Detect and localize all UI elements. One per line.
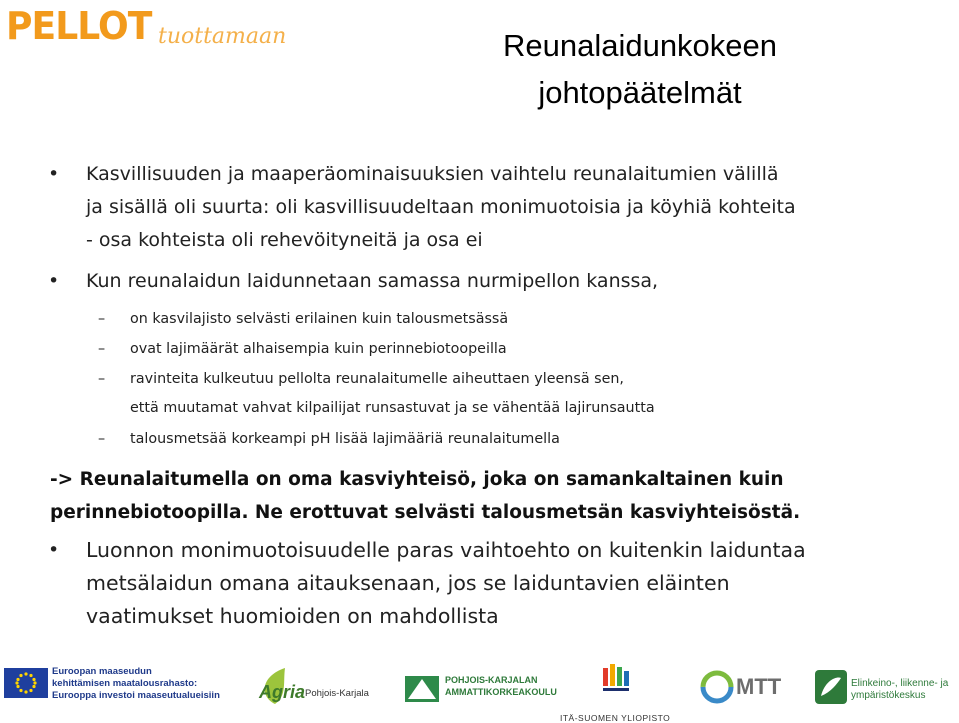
eu-text-line: kehittämisen maatalousrahasto: [52, 678, 198, 689]
title-line-1: Reunalaidunkokeen [502, 28, 778, 63]
eu-flag-icon [4, 668, 48, 698]
ely-text [851, 678, 948, 702]
bullet-variation [48, 158, 928, 257]
eu-text-line: Euroopan maaseudun [52, 666, 152, 677]
agria-region: Pohjois-Karjala [305, 688, 369, 699]
pkamk-line: AMMATTIKORKEAKOULU [445, 687, 557, 697]
bullet-line: Luonnon monimuotoisuudelle paras vaihtoehto on kuitenkin laiduntaa [86, 538, 806, 562]
bullet-biodiversity [48, 534, 928, 633]
bullet-line: - osa kohteista oli rehevöityneitä ja osa ei [86, 229, 483, 251]
ely-line: ympäristökeskus [851, 690, 926, 701]
eu-fund-text [52, 666, 220, 702]
pkamk-mark-icon [405, 676, 439, 702]
mtt-name: MTT [736, 674, 782, 699]
pkamk-text [445, 674, 557, 698]
sub-bullet-line: on kasvilajisto selvästi erilainen kuin talousmetsässä [130, 311, 509, 327]
footer-logos [0, 656, 959, 722]
bullet-grazing [48, 265, 928, 298]
dash-icon: – [98, 371, 106, 387]
pellot-logo [6, 4, 316, 48]
logo-sub-text: tuottamaan [158, 24, 287, 49]
sub-bullet-species [98, 305, 918, 334]
sub-bullet-nutrients [98, 365, 918, 423]
pkamk-line: POHJOIS-KARJALAN [445, 675, 538, 685]
bullet-dot-icon: • [48, 539, 60, 561]
sub-bullet-line: ovat lajimäärät alhaisempia kuin perinnebiotoopeilla [130, 341, 507, 357]
mtt-mark-icon [700, 670, 734, 704]
bullet-line: ja sisällä oli suurta: oli kasvillisuudeltaan monimuotoisia ja köyhiä kohteita [86, 196, 796, 218]
uef-mark-icon [600, 664, 630, 698]
uef-logo [560, 664, 670, 723]
logo-main-text: PELLOT [6, 4, 152, 48]
bullet-line: metsälaidun omana aitauksenaan, jos se laiduntavien eläinten [86, 571, 730, 595]
bullet-dot-icon: • [48, 163, 60, 185]
bullet-line: Kasvillisuuden ja maaperäominaisuuksien vaihtelu reunalaitumien välillä [86, 163, 779, 185]
dash-icon: – [98, 431, 106, 447]
sub-bullet-counts [98, 335, 918, 364]
proagria-logo [255, 666, 385, 706]
slide-title [380, 22, 900, 116]
sub-bullet-line: talousmetsää korkeampi pH lisää lajimääriä reunalaitumella [130, 431, 560, 447]
agria-word: Agria [259, 682, 306, 702]
dash-icon: – [98, 311, 106, 327]
sub-bullet-line: ravinteita kulkeutuu pellolta reunalaitumelle aiheuttaen yleensä sen, [130, 371, 624, 387]
sub-bullet-ph [98, 425, 918, 454]
sub-bullet-line: että muutamat vahvat kilpailijat runsastuvat ja se vähentää lajirunsautta [130, 400, 655, 416]
ely-line: Elinkeino-, liikenne- ja [851, 678, 949, 689]
eu-text-line: Eurooppa investoi maaseutualueisiin [52, 690, 220, 701]
bullet-dot-icon: • [48, 270, 60, 292]
bullet-line: Kun reunalaidun laidunnetaan samassa nurmipellon kanssa, [86, 270, 659, 292]
dash-icon: – [98, 341, 106, 357]
ely-mark-icon [815, 670, 847, 704]
bullet-line: vaatimukset huomioiden on mahdollista [86, 604, 499, 628]
conclusion-line-1: -> Reunalaitumella on oma kasviyhteisö, joka on samankaltainen kuin [50, 469, 784, 490]
uef-name: ITÄ-SUOMEN YLIOPISTO [560, 713, 671, 723]
conclusion-line-2: perinnebiotoopilla. Ne erottuvat selvästi talousmetsän kasviyhteisöstä. [50, 502, 801, 523]
conclusion [50, 463, 930, 529]
title-line-2: johtopäätelmät [538, 75, 742, 110]
